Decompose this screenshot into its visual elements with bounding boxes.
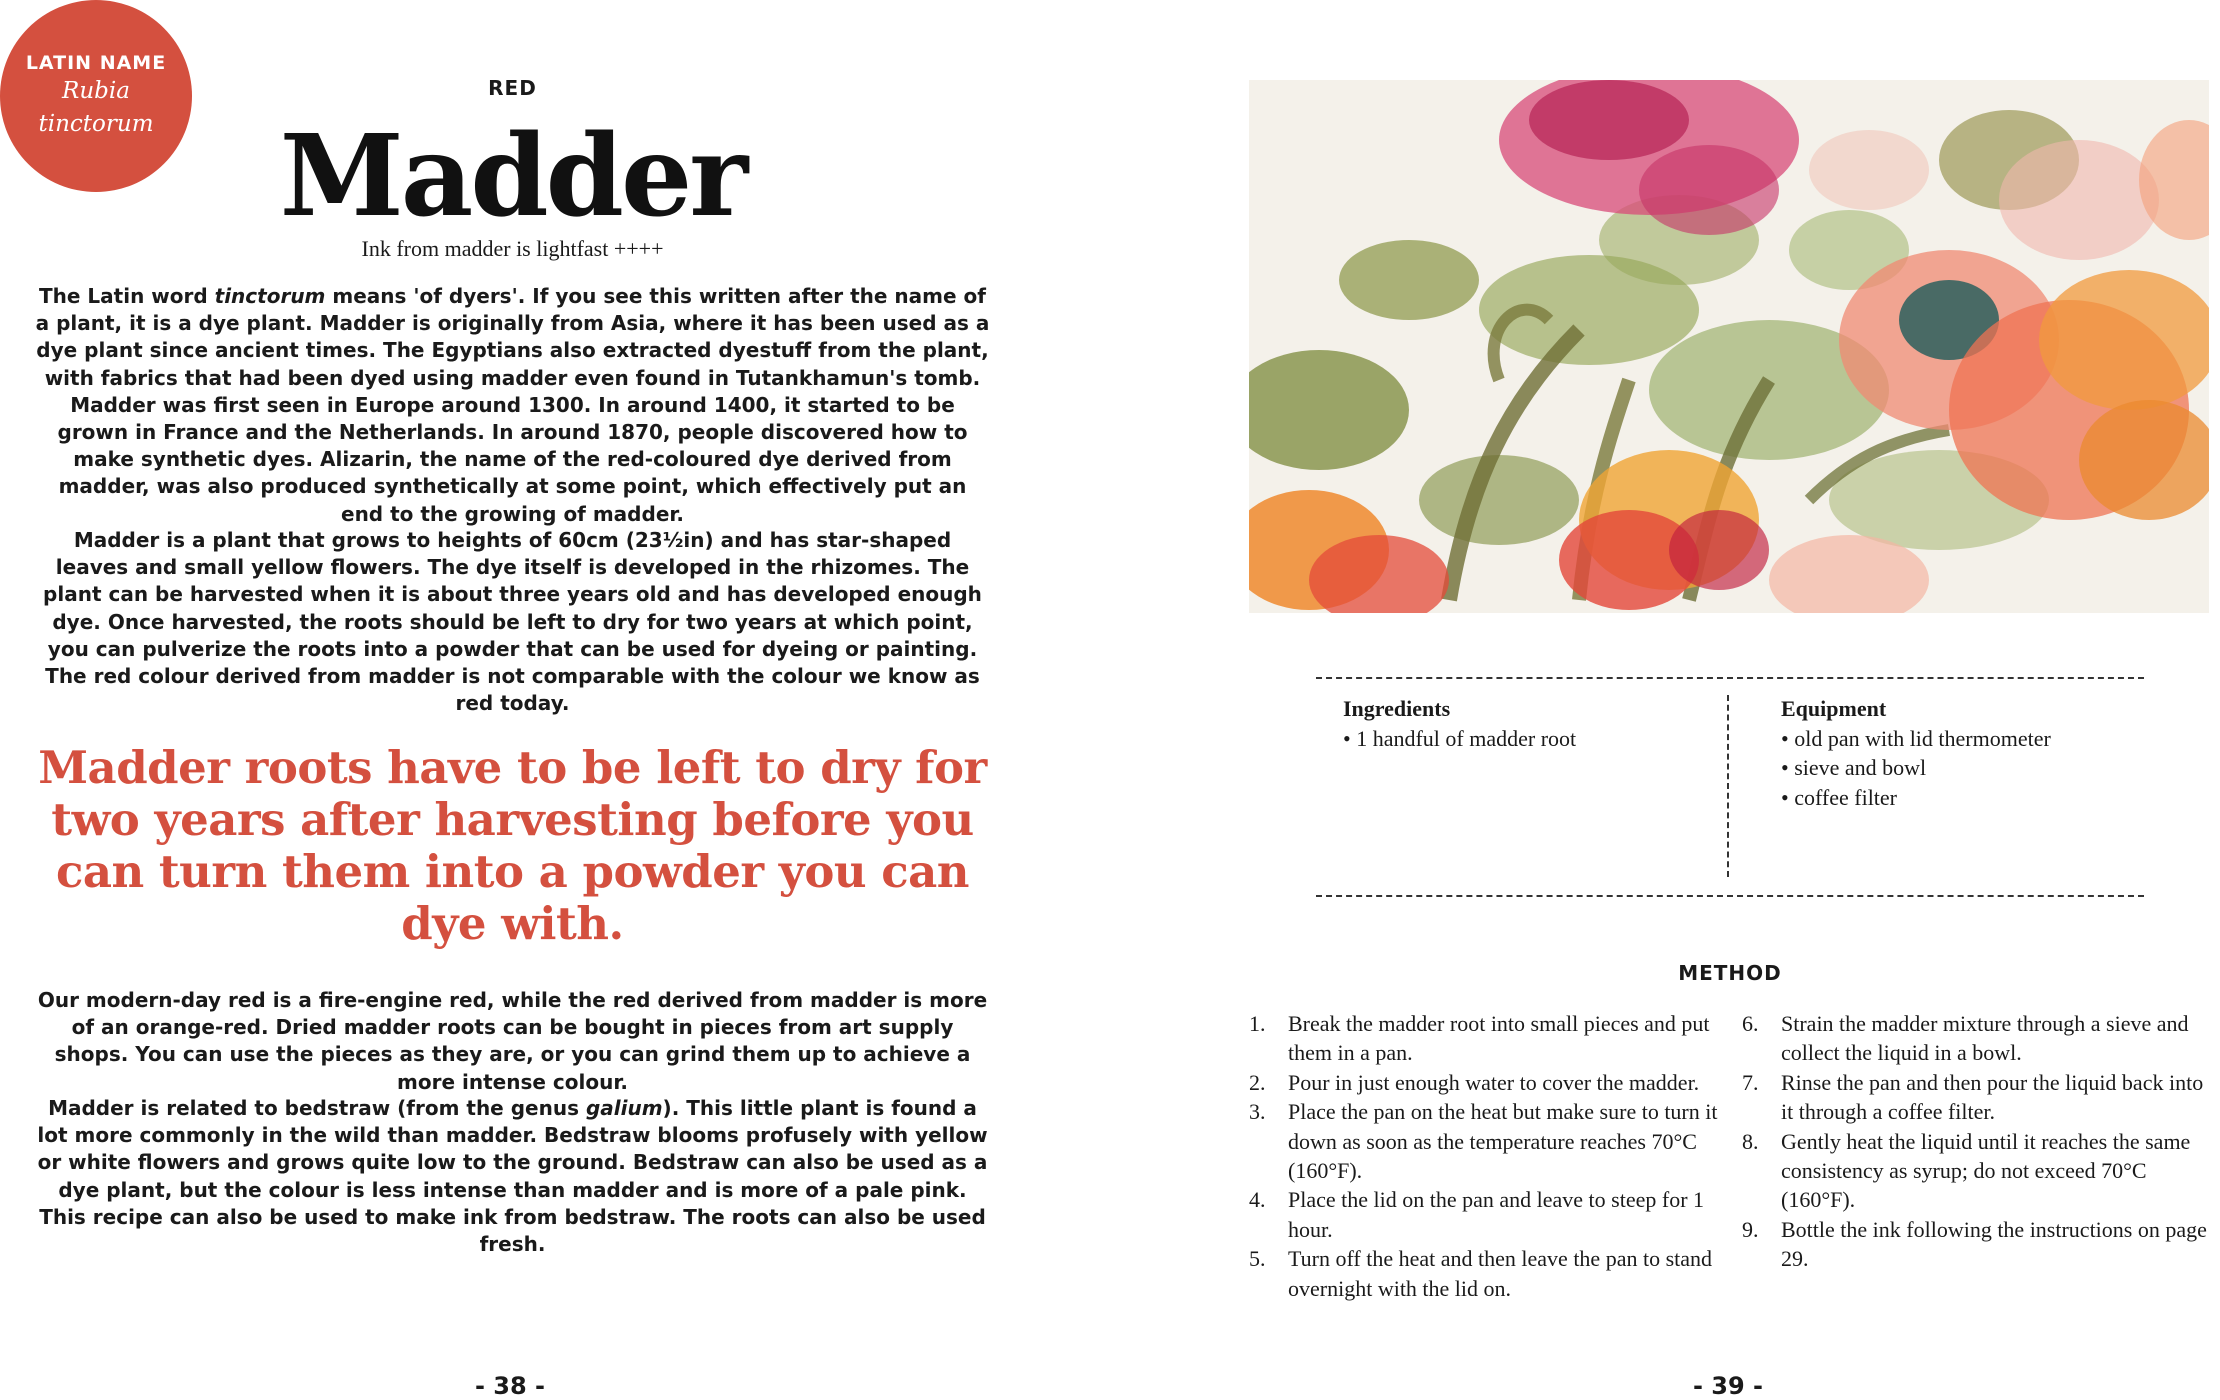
method-step — [1249, 1068, 1719, 1097]
bedstraw-paragraph-rest: ). This little plant is found a lot more commonly in the wild than madder. Bedstraw blooms profusely with yellow or white flowers and grows quite low to the ground. Bedstraw can also be used as a dye plant, but the colour is less intense than madder and is more of a pale pink. This recipe can also be used to make ink from bedstraw. The roots can also be used fresh. — [37, 1096, 988, 1257]
step-number: 7. — [1742, 1069, 1759, 1095]
step-number: 9. — [1742, 1216, 1759, 1242]
section-kicker: RED — [488, 76, 537, 100]
page-number-right: - 39 - — [1692, 1372, 1764, 1400]
method-steps-left — [1249, 1009, 1719, 1303]
method-step — [1249, 1185, 1719, 1244]
ingredients-box — [1343, 694, 1713, 753]
step-text: Turn off the heat and then leave the pan to stand overnight with the lid on. — [1288, 1246, 1713, 1301]
step-text: Bottle the ink following the instructions on page 29. — [1781, 1216, 2207, 1272]
step-text: Place the pan on the heat but make sure to turn it down as soon as the temperature reaches 70°C (160°F). — [1288, 1099, 1718, 1184]
bedstraw-paragraph — [35, 1095, 990, 1258]
intro-paragraph — [35, 283, 990, 528]
method-steps-right — [1742, 1009, 2212, 1274]
ingredients-list — [1343, 724, 1713, 754]
equipment-list — [1781, 724, 2161, 813]
recipe-box-bottom-border — [1316, 895, 2144, 897]
equipment-item: • old pan with lid thermometer — [1781, 724, 2161, 754]
method-heading: METHOD — [1678, 961, 1782, 985]
equipment-item: • sieve and bowl — [1781, 753, 2161, 783]
step-text: Strain the madder mixture through a sieve and collect the liquid in a bowl. — [1781, 1011, 2189, 1066]
page-subtitle: Ink from madder is lightfast ++++ — [361, 236, 664, 261]
step-number: 4. — [1249, 1187, 1266, 1213]
step-number: 6. — [1742, 1011, 1759, 1036]
flower-painting-image — [1249, 80, 2209, 613]
plant-description-paragraph: Madder is a plant that grows to heights of 60cm (23½in) and has star-shaped leaves and small yellow flowers. The dye itself is developed in the rhizomes. The plant can be harvested when it is about three years old and has developed enough dye. Once harvested, the roots should be left to dry for two years at which point, you can pulverize the roots into a powder that can be used for dyeing or painting. The red colour derived from madder is not comparable with the colour we know as red today. — [43, 528, 982, 716]
pull-quote: Madder roots have to be left to dry for two years after harvesting before you can turn them into a powder you can dye with. — [38, 741, 987, 950]
intro-paragraph-rest: means 'of dyers'. If you see this written after the name of a plant, it is a dye plant. Madder is originally from Asia, where it has been used as a dye plant since ancient times. The Egyptians also extracted dyestuff from the plant, with fabrics that had been dyed using madder even found in Tutankhamun's tomb. Madder was first seen in Europe around 1300. In around 1400, it started to be grown in France and the Netherlands. In around 1870, people discovered how to make synthetic dyes. Alizarin, the name of the red-coloured dye derived from madder, was also produced synthetically at some point, which effectively put an end to the growing of madder. — [35, 284, 990, 526]
step-number: 1. — [1249, 1011, 1266, 1036]
equipment-item: • coffee filter — [1781, 783, 2161, 813]
method-step — [1742, 1068, 2212, 1127]
step-text: Place the lid on the pan and leave to steep for 1 hour. — [1288, 1187, 1705, 1242]
intro-paragraph-emphasis: tinctorum — [214, 284, 326, 308]
recipe-box-top-border — [1316, 677, 2144, 679]
watercolor-flower-illustration — [1249, 80, 2209, 613]
equipment-heading: Equipment — [1781, 696, 1887, 721]
step-number: 5. — [1249, 1246, 1266, 1272]
latin-name-line2: tinctorum — [38, 111, 154, 137]
bedstraw-paragraph-emphasis: galium — [585, 1096, 663, 1120]
latin-name-line1: Rubia — [62, 78, 130, 104]
intro-paragraph-start: The Latin word — [39, 284, 215, 308]
method-step — [1249, 1009, 1719, 1068]
equipment-box — [1781, 694, 2161, 812]
latin-name-label: LATIN NAME — [25, 52, 167, 74]
page-title: Madder — [279, 111, 746, 242]
method-step — [1742, 1009, 2212, 1068]
method-step — [1742, 1215, 2212, 1274]
step-number: 2. — [1249, 1069, 1266, 1095]
ingredients-heading: Ingredients — [1343, 696, 1451, 721]
method-step — [1742, 1127, 2212, 1215]
method-step — [1249, 1244, 1719, 1303]
step-text: Rinse the pan and then pour the liquid back into it through a coffee filter. — [1781, 1069, 2204, 1125]
colour-paragraph: Our modern-day red is a fire-engine red, while the red derived from madder is more of an orange-red. Dried madder roots can be bought in pieces from art supply shops. You can use the pieces as they are, or you can grind them up to achieve a more intense colour. — [37, 988, 988, 1094]
step-number: 8. — [1742, 1128, 1759, 1154]
page-number-left: - 38 - — [474, 1372, 546, 1400]
step-text: Gently heat the liquid until it reaches the same consistency as syrup; do not exceed 70°C (160°F). — [1781, 1128, 2191, 1213]
recipe-box-divider — [1727, 695, 1729, 877]
step-text: Break the madder root into small pieces and put them in a pan. — [1288, 1011, 1710, 1066]
method-step — [1249, 1097, 1719, 1185]
ingredient-item: • 1 handful of madder root — [1343, 724, 1713, 754]
step-text: Pour in just enough water to cover the madder. — [1288, 1069, 1700, 1095]
step-number: 3. — [1249, 1099, 1266, 1125]
bedstraw-paragraph-start: Madder is related to bedstraw (from the genus — [48, 1096, 586, 1120]
